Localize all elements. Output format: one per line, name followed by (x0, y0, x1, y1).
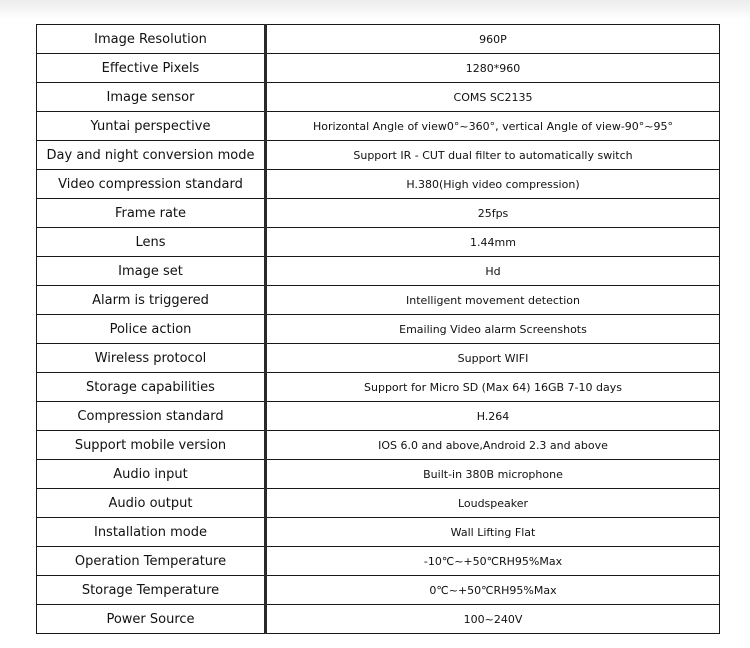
spec-label: Support mobile version (37, 431, 266, 460)
spec-label: Image Resolution (37, 25, 266, 54)
table-row (37, 315, 720, 344)
table-row (37, 518, 720, 547)
spec-label: Operation Temperature (37, 547, 266, 576)
spec-label: Image set (37, 257, 266, 286)
spec-label: Storage capabilities (37, 373, 266, 402)
spec-value: COMS SC2135 (266, 83, 720, 112)
spec-value: Built-in 380B microphone (266, 460, 720, 489)
spec-label: Installation mode (37, 518, 266, 547)
table-row (37, 228, 720, 257)
spec-label: Alarm is triggered (37, 286, 266, 315)
table-row (37, 83, 720, 112)
table-row (37, 344, 720, 373)
spec-value: Horizontal Angle of view0°~360°, vertical Angle of view-90°~95° (266, 112, 720, 141)
spec-value: H.380(High video compression) (266, 170, 720, 199)
table-row (37, 112, 720, 141)
spec-value: Support WIFI (266, 344, 720, 373)
spec-value: Emailing Video alarm Screenshots (266, 315, 720, 344)
table-row (37, 373, 720, 402)
table-row (37, 547, 720, 576)
spec-value: -10℃~+50℃RH95%Max (266, 547, 720, 576)
spec-label: Image sensor (37, 83, 266, 112)
spec-value: Hd (266, 257, 720, 286)
spec-label: Yuntai perspective (37, 112, 266, 141)
spec-value: Support for Micro SD (Max 64) 16GB 7-10 days (266, 373, 720, 402)
spec-value: H.264 (266, 402, 720, 431)
spec-value: Loudspeaker (266, 489, 720, 518)
spec-label: Effective Pixels (37, 54, 266, 83)
spec-label: Frame rate (37, 199, 266, 228)
spec-value: Intelligent movement detection (266, 286, 720, 315)
table-row (37, 402, 720, 431)
top-shadow (0, 0, 750, 20)
table-row (37, 431, 720, 460)
table-row (37, 257, 720, 286)
spec-value: Support IR - CUT dual filter to automatically switch (266, 141, 720, 170)
table-row (37, 54, 720, 83)
spec-label: Compression standard (37, 402, 266, 431)
spec-value: 1280*960 (266, 54, 720, 83)
spec-value: 100~240V (266, 605, 720, 634)
table-row (37, 199, 720, 228)
spec-value: 0℃~+50℃RH95%Max (266, 576, 720, 605)
table-row (37, 141, 720, 170)
table-row (37, 25, 720, 54)
spec-table (36, 24, 720, 634)
spec-table-body (37, 25, 720, 634)
spec-label: Audio input (37, 460, 266, 489)
spec-label: Lens (37, 228, 266, 257)
table-row (37, 460, 720, 489)
spec-value: IOS 6.0 and above,Android 2.3 and above (266, 431, 720, 460)
spec-label: Wireless protocol (37, 344, 266, 373)
spec-value: 960P (266, 25, 720, 54)
spec-label: Police action (37, 315, 266, 344)
spec-label: Video compression standard (37, 170, 266, 199)
table-row (37, 170, 720, 199)
table-row (37, 286, 720, 315)
table-row (37, 576, 720, 605)
spec-value: 1.44mm (266, 228, 720, 257)
spec-label: Power Source (37, 605, 266, 634)
table-row (37, 605, 720, 634)
table-row (37, 489, 720, 518)
spec-label: Audio output (37, 489, 266, 518)
spec-value: Wall Lifting Flat (266, 518, 720, 547)
spec-value: 25fps (266, 199, 720, 228)
spec-label: Storage Temperature (37, 576, 266, 605)
spec-label: Day and night conversion mode (37, 141, 266, 170)
